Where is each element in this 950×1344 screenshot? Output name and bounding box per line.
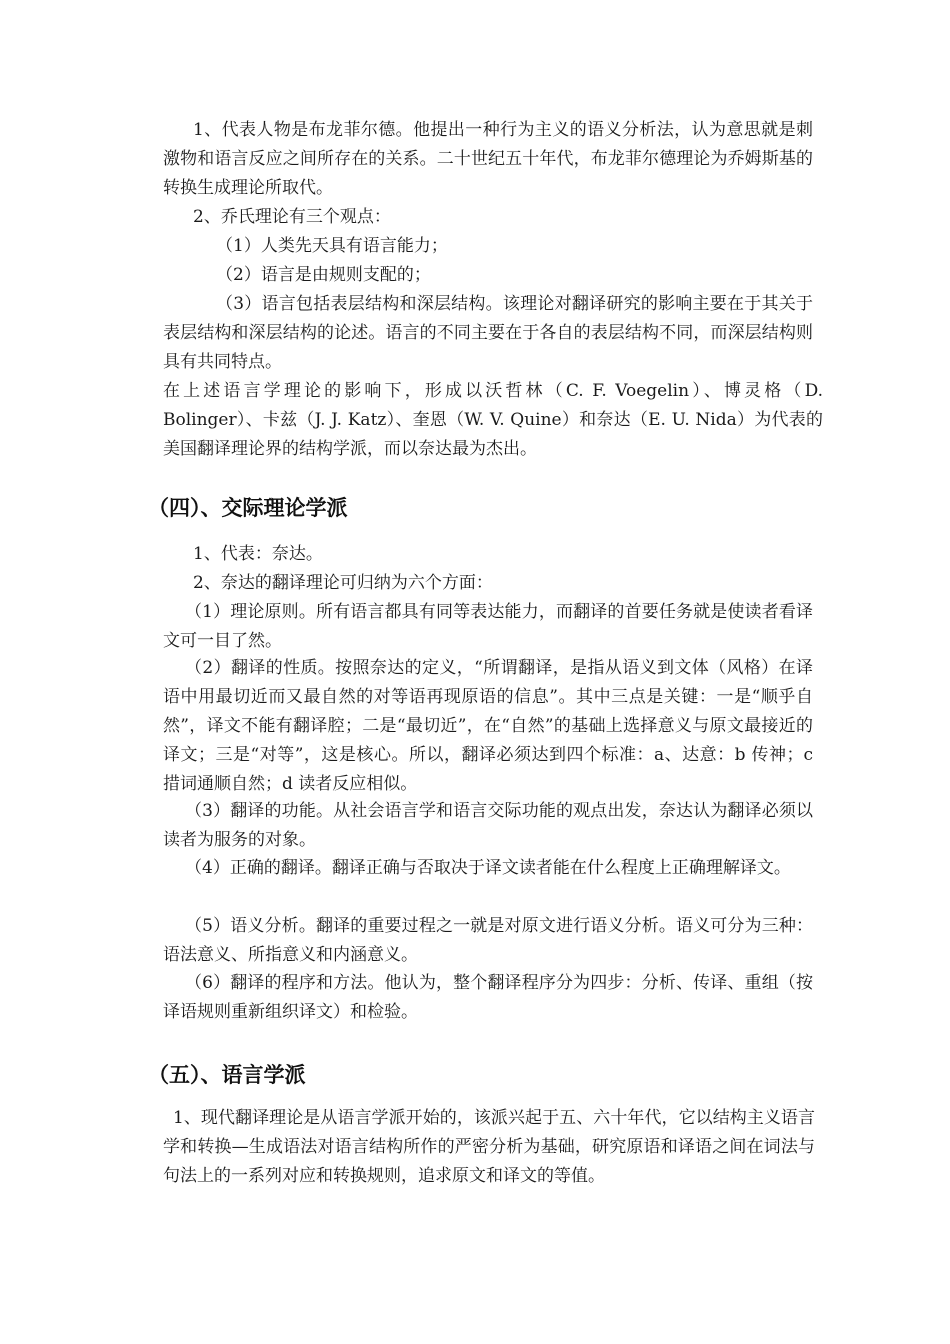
list-item-function-of-translation: （3）翻译的功能。从社会语言学和语言交际功能的观点出发，奈达认为翻译必须以读者为服务的对象。 bbox=[163, 801, 813, 850]
section-heading-linguistic-school: （五）、语言学派 bbox=[148, 1063, 306, 1087]
paragraph-chomsky-views: 2、乔氏理论有三个观点： bbox=[193, 207, 391, 227]
list-item-rule-governed: （2）语言是由规则支配的； bbox=[216, 265, 431, 285]
paragraph-representative: 1、代表：奈达。 bbox=[193, 544, 323, 564]
list-item-correct-translation: （4）正确的翻译。翻译正确与否取决于译文读者能在什么程度上正确理解译文。 bbox=[185, 858, 791, 878]
list-item-nature-of-translation: （2）翻译的性质。按照奈达的定义，“所谓翻译，是指从语义到文体（风格）在译语中用最切近而又最自然的对等语再现原语的信息”。其中三点是关键：一是“顺乎自然”，译文不能有翻译腔；二是“最切近”，在“自然”的基础上选择意义与原文最接近的译文；三是“对等”，这是核心。所以，翻译必须达到四个标准：a、达意：b 传神；c 措词通顺自然；d 读者反应相似。 bbox=[163, 658, 813, 794]
paragraph-six-aspects: 2、奈达的翻译理论可归纳为六个方面： bbox=[193, 573, 493, 593]
list-item-semantic-analysis: （5）语义分析。翻译的重要过程之一就是对原文进行语义分析。语义可分为三种：语法意义、所指意义和内涵意义。 bbox=[163, 916, 813, 965]
paragraph-modern-translation-theory: 1、现代翻译理论是从语言学派开始的，该派兴起于五、六十年代，它以结构主义语言学和转换—生成语法对语言结构所作的严密分析为基础，研究原语和译语之间在词法与句法上的一系列对应和转换规则，追求原文和译文的等值。 bbox=[163, 1108, 815, 1186]
list-item-theory-principle: （1）理论原则。所有语言都具有同等表达能力，而翻译的首要任务就是使读者看译文可一目了然。 bbox=[163, 602, 813, 651]
list-item-surface-deep-structure: （3）语言包括表层结构和深层结构。该理论对翻译研究的影响主要在于其关于表层结构和深层结构的论述。语言的不同主要在于各自的表层结构不同，而深层结构则具有共同特点。 bbox=[163, 294, 813, 372]
list-item-procedure-and-method: （6）翻译的程序和方法。他认为，整个翻译程序分为四步：分析、传译、重组（按译语规则重新组织译文）和检验。 bbox=[163, 973, 813, 1022]
section-heading-communicative-school: （四）、交际理论学派 bbox=[148, 496, 348, 520]
paragraph-structural-school: 在上述语言学理论的影响下，形成以沃哲林（C. F. Voegelin）、博灵格（D. Bolinger）、卡兹（J. J. Katz）、奎恩（W. V. Quine）和奈达（E. U. Nida）为代表的美国翻译理论界的结构学派，而以奈达最为杰出。 bbox=[163, 381, 823, 459]
list-item-innate-ability: （1）人类先天具有语言能力； bbox=[216, 236, 448, 256]
paragraph-bloomfield: 1、代表人物是布龙菲尔德。他提出一种行为主义的语义分析法，认为意思就是刺激物和语言反应之间所存在的关系。二十世纪五十年代，布龙菲尔德理论为乔姆斯基的转换生成理论所取代。 bbox=[163, 120, 813, 198]
